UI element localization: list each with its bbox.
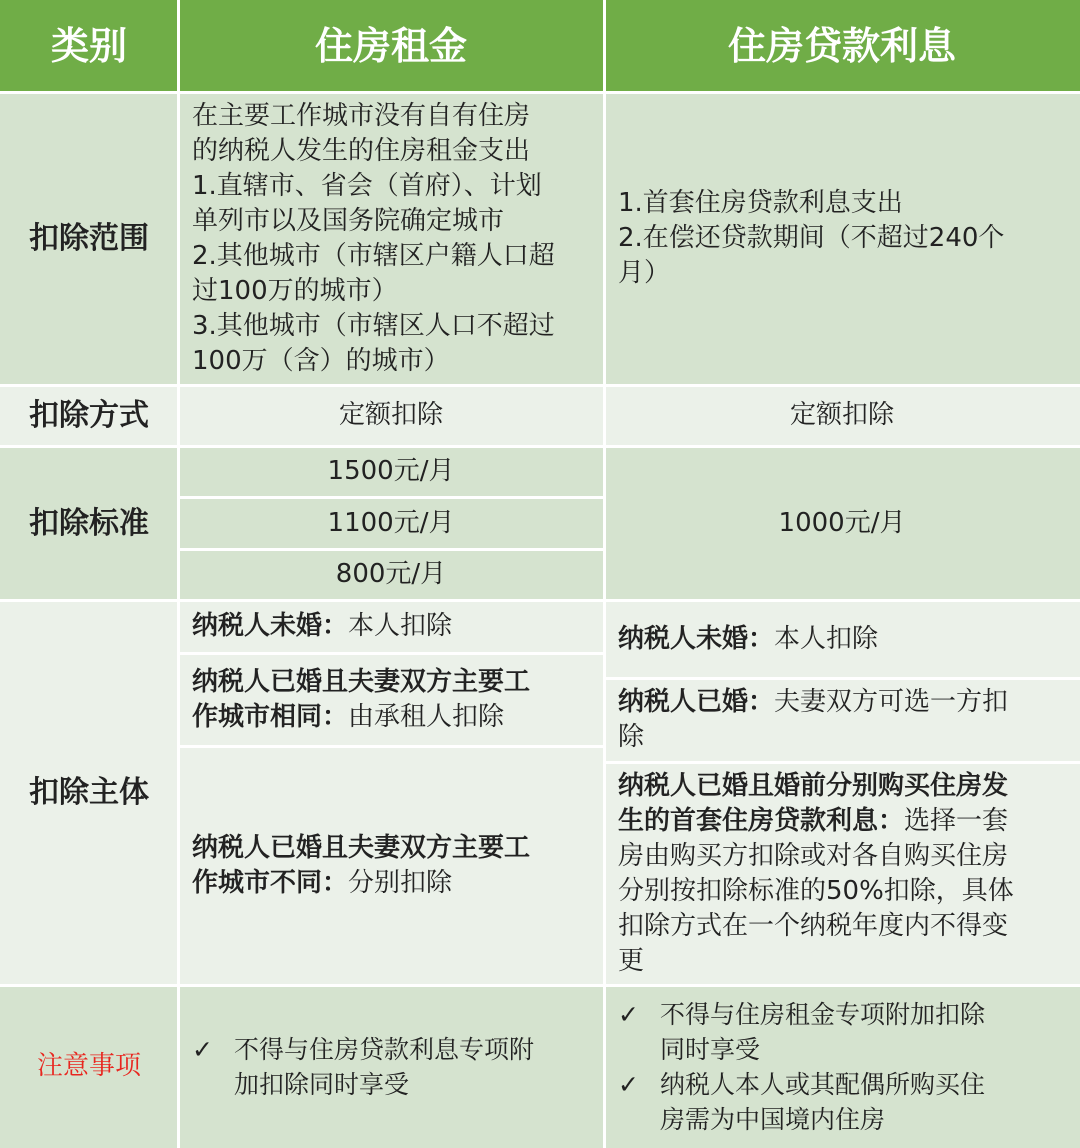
- method-loan: 定额扣除: [604, 385, 1080, 446]
- subject-loan-premarital: [604, 762, 1080, 985]
- check-icon: ✓: [618, 999, 639, 1029]
- scope-rent-line: 单列市以及国务院确定城市: [192, 205, 505, 236]
- standard-rent-1: 1500元/月: [178, 446, 604, 497]
- notes-rent-line: 加扣除同时享受: [234, 1069, 410, 1099]
- grid-divider: [178, 745, 604, 748]
- grid-divider: [603, 0, 606, 1148]
- subject-rent-bold: 纳税人未婚：: [192, 611, 349, 641]
- scope-rent-line: 100万（含）的城市）: [192, 345, 450, 376]
- scope-rent-line: 在主要工作城市没有自有住房: [192, 100, 531, 131]
- subject-rent-bold: 纳税人已婚且夫妻双方主要工: [192, 832, 531, 863]
- grid-divider: [0, 445, 1080, 448]
- scope-rent-line: 过100万的城市）: [192, 275, 398, 306]
- header-category: 类别: [0, 0, 178, 92]
- subject-loan-bold: 纳税人未婚：: [618, 623, 775, 654]
- notes-rent-line: 不得与住房贷款利息专项附: [234, 1034, 535, 1064]
- scope-rent-line: 1.直辖市、省会（首府）、计划: [192, 170, 542, 201]
- grid-divider: [178, 496, 604, 499]
- subject-loan-line: 分别按扣除标准的50%扣除，具体: [618, 875, 1014, 906]
- subject-rent-unmarried: [178, 600, 604, 653]
- subject-rent-bold: 作城市不同：: [192, 867, 349, 898]
- subject-loan-bold: 纳税人已婚：: [618, 687, 775, 717]
- grid-divider: [0, 599, 1080, 602]
- header-loan: 住房贷款利息: [604, 0, 1080, 92]
- subject-loan-tail: 选择一套: [904, 805, 1009, 836]
- check-icon: ✓: [618, 1069, 639, 1099]
- subject-rent-tail: 本人扣除: [348, 611, 453, 641]
- subject-loan-tail: 除: [618, 722, 645, 752]
- subject-loan-line: 扣除方式在一个纳税年度内不得变: [618, 910, 1009, 941]
- subject-rent-same-city: [178, 653, 604, 746]
- grid-divider: [604, 677, 1080, 680]
- notes-loan-line: 纳税人本人或其配偶所购买住: [660, 1069, 986, 1099]
- subject-rent-tail: 由承租人扣除: [348, 701, 505, 732]
- subject-loan-tail: 本人扣除: [774, 623, 879, 654]
- notes-loan-line: 不得与住房租金专项附加扣除: [660, 999, 986, 1029]
- notes-label: 注意事项: [0, 985, 178, 1148]
- notes-loan-line: 同时享受: [660, 1034, 761, 1064]
- standard-rent-3: 800元/月: [178, 549, 604, 600]
- check-icon: ✓: [192, 1034, 213, 1064]
- grid-divider: [604, 761, 1080, 764]
- grid-divider: [0, 384, 1080, 387]
- standard-rent-2: 1100元/月: [178, 497, 604, 549]
- grid-divider: [0, 91, 1080, 94]
- scope-loan-line: 1.首套住房贷款利息支出: [618, 188, 903, 218]
- scope-loan: [604, 92, 1080, 385]
- header-rent: 住房租金: [178, 0, 604, 92]
- grid-divider: [178, 652, 604, 655]
- subject-loan-bold: 纳税人已婚且婚前分别购买住房发: [618, 770, 1009, 801]
- subject-loan-tail: 夫妻双方可选一方扣: [774, 687, 1009, 717]
- grid-divider: [0, 984, 1080, 987]
- subject-label: 扣除主体: [0, 600, 178, 985]
- scope-label: 扣除范围: [0, 92, 178, 385]
- notes-loan: [604, 985, 1080, 1148]
- scope-rent-line: 的纳税人发生的住房租金支出: [192, 135, 531, 166]
- method-rent: 定额扣除: [178, 385, 604, 446]
- standard-loan: 1000元/月: [604, 446, 1080, 600]
- subject-loan-line: 更: [618, 945, 645, 976]
- scope-loan-line: 月）: [618, 258, 671, 288]
- subject-loan-line: 房由购买方扣除或对各自购买住房: [618, 840, 1009, 871]
- scope-rent-line: 3.其他城市（市辖区人口不超过: [192, 310, 555, 341]
- notes-loan-line: 房需为中国境内住房: [660, 1104, 886, 1134]
- scope-rent-line: 2.其他城市（市辖区户籍人口超: [192, 240, 555, 271]
- subject-loan-unmarried: [604, 600, 1080, 678]
- subject-rent-tail: 分别扣除: [348, 867, 453, 898]
- scope-loan-line: 2.在偿还贷款期间（不超过240个: [618, 223, 1005, 253]
- standard-label: 扣除标准: [0, 446, 178, 600]
- subject-rent-bold: 纳税人已婚且夫妻双方主要工: [192, 666, 531, 697]
- subject-rent-diff-city: [178, 746, 604, 985]
- grid-divider: [178, 548, 604, 551]
- subject-loan-married: [604, 678, 1080, 762]
- scope-rent: [178, 92, 604, 385]
- notes-rent: [178, 985, 604, 1148]
- method-label: 扣除方式: [0, 385, 178, 446]
- subject-loan-bold: 生的首套住房贷款利息：: [618, 805, 905, 836]
- subject-rent-bold: 作城市相同：: [192, 701, 349, 732]
- grid-divider: [177, 0, 180, 1148]
